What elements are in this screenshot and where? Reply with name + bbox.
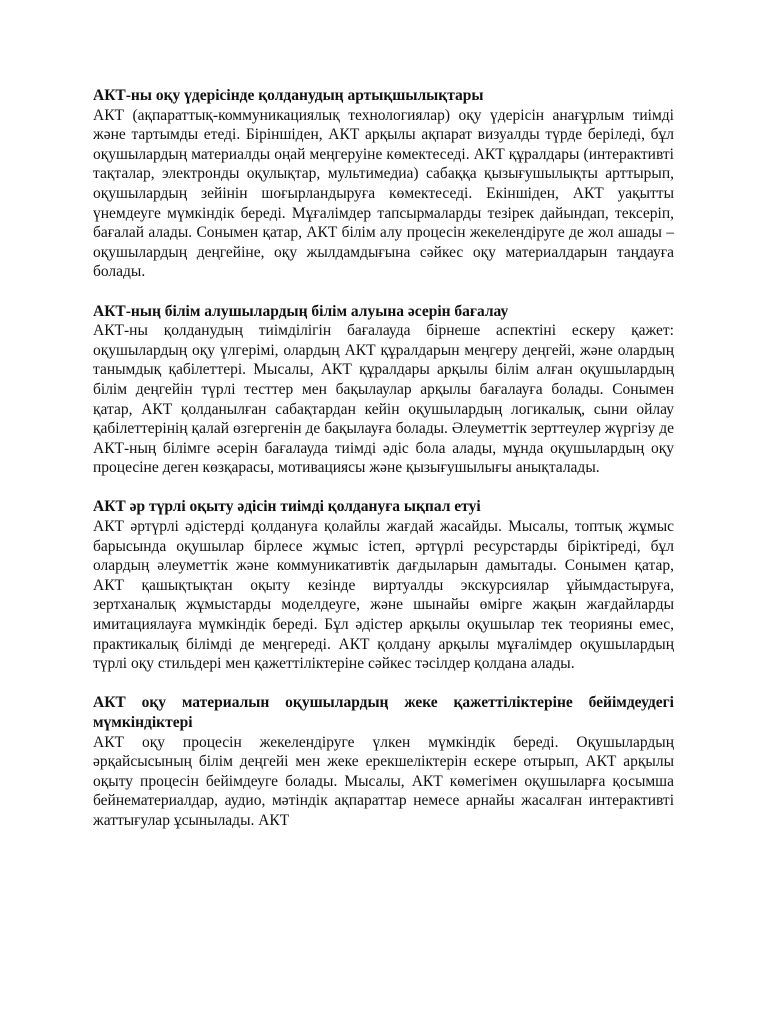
section-personalization xyxy=(93,693,674,830)
document-page xyxy=(93,86,674,850)
section-impact-assessment xyxy=(93,302,674,478)
section-paragraph: АКТ әртүрлі әдістерді қолдануға қолайлы жағдай жасайды. Мысалы, топтық жұмыс барысында оқушылар бірлесе жұмыс істеп, әртүрлі ресурстарды біріктіреді, бұл олардың әлеуметтік және коммуникативтік дағдыларын дамытады. Сонымен қатар, АКТ қашықтықтан оқыту кезінде виртуалды экскурсиялар ұйымдастыруға, зертханалық жұмыстарды моделдеуге, және шынайы өмірге жақын жағдайларды имитациялауға мүмкіндік береді. Бұл әдістер арқылы оқушылар тек теорияны емес, практикалық білімді де меңгереді. АКТ қолдану арқылы мұғалімдер оқушылардың түрлі оқу стильдері мен қажеттіліктеріне сәйкес тәсілдер қолдана алады. xyxy=(93,518,674,673)
section-heading: АКТ әр түрлі оқыту әдісін тиімді қолдануға ықпал етуі xyxy=(93,498,481,516)
section-heading: АКТ-ның білім алушылардың білім алуына әсерін бағалау xyxy=(93,302,509,320)
section-paragraph: АКТ оқу процесін жекелендіруге үлкен мүмкіндік береді. Оқушылардың әрқайсысының білім деңгейі мен жеке ерекшеліктерін ескере отырып, АКТ арқылы оқыту процесін бейімдеуге болады. Мысалы, АКТ көмегімен оқушыларға қосымша бейнематериалдар, аудио, мәтіндік ақпараттар немесе арнайы жасалған интерактивті жаттығулар ұсынылады. АКТ xyxy=(93,733,674,829)
section-heading: АКТ оқу материалын оқушылардың жеке қажеттіліктеріне бейімдеудегі мүмкіндіктері xyxy=(93,694,674,731)
section-heading: АКТ-ны оқу үдерісінде қолданудың артықшылықтары xyxy=(93,87,484,104)
section-paragraph: АКТ-ны қолданудың тиімділігін бағалауда бірнеше аспектіні ескеру қажет: оқушылардың оқу үлгерімі, олардың АКТ құралдарын меңгеру деңгейі, және олардың танымдық қабілеттері. Мысалы, АКТ құралдары арқылы білім алған оқушылардың білім деңгейін түрлі тесттер мен бақылаулар арқылы бағалауға болады. Сонымен қатар, АКТ қолданылған сабақтардан кейін оқушылардың логикалық, сыни ойлау қабілеттерінің қалай өзгергенін де бақылауға болады. Әлеуметтік зерттеулер жүргізу де АКТ-ның білімге әсерін бағалауда тиімді әдіс бола алады, мұнда оқушылардың оқу процесіне деген көзқарасы, мотивациясы және қызығушылығы анықталады. xyxy=(93,322,674,477)
section-teaching-methods xyxy=(93,497,674,673)
section-advantages xyxy=(93,86,674,282)
section-paragraph: АКТ (ақпараттық-коммуникациялық технологиялар) оқу үдерісін анағұрлым тиімді және тартымды етеді. Біріншіден, АКТ арқылы ақпарат визуалды түрде беріледі, бұл оқушылардың материалды оңай меңгеруіне көмектеседі. АКТ құралдары (интерактивті тақталар, электронды оқулықтар, мультимедиа) сабаққа қызығушылықты арттырып, оқушылардың зейінін шоғырландыруға көмектеседі. Екіншіден, АКТ уақытты үнемдеуге мүмкіндік береді. Мұғалімдер тапсырмаларды тезірек дайындап, тексеріп, бағалай алады. Сонымен қатар, АКТ білім алу процесін жекелендіруге де жол ашады – оқушылардың деңгейіне, оқу жылдамдығына сәйкес оқу материалдарын таңдауға болады. xyxy=(93,106,674,281)
